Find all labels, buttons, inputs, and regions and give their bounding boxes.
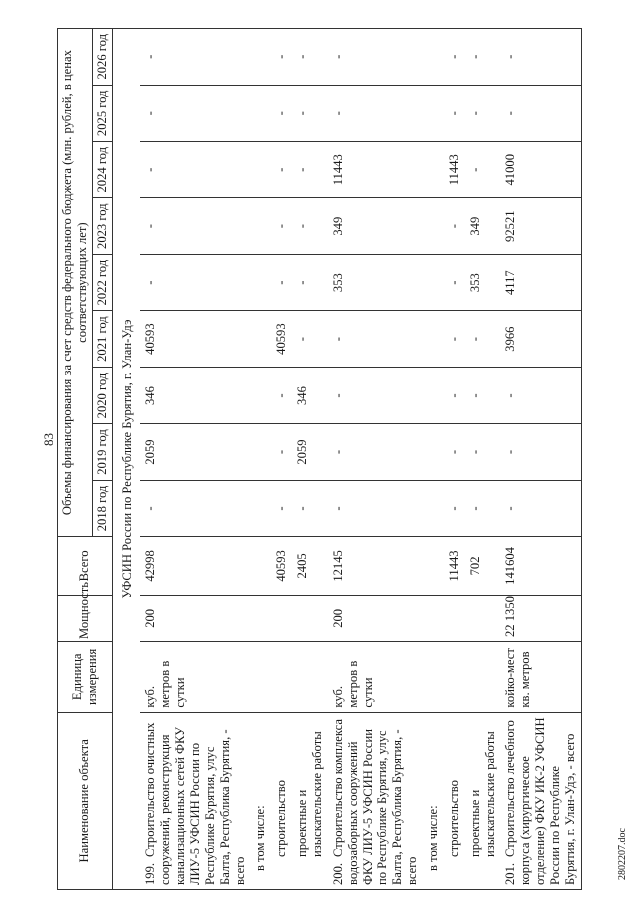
capacity-cell: 22 1350	[500, 595, 581, 641]
year-value-cell	[423, 142, 444, 198]
year-value-cell: -	[271, 367, 292, 423]
year-value-cell: -	[328, 29, 423, 86]
year-value-cell: 92521	[500, 198, 581, 254]
object-name-cell	[328, 712, 423, 889]
year-value-cell: -	[465, 29, 501, 86]
capacity-cell	[271, 595, 292, 641]
capacity-cell: 200	[328, 595, 423, 641]
object-name: строительство	[274, 780, 289, 857]
year-value-cell	[250, 29, 271, 86]
year-value-cell: -	[444, 311, 465, 367]
year-value-cell	[250, 254, 271, 310]
year-value-cell: -	[465, 85, 501, 141]
year-value-cell: 11443	[328, 142, 423, 198]
unit-cell: койко-мест кв. метров	[500, 642, 581, 713]
year-value-cell	[250, 311, 271, 367]
total-cell: 12145	[328, 537, 423, 595]
year-value-cell: -	[465, 311, 501, 367]
year-value-cell: -	[465, 142, 501, 198]
object-name: Строительство комплекса водозаборных сооружений ФКУ ЛИУ-5 УФСИН России по Республике Бурятия, улус Балта, Республика Бурятия, - всего	[330, 718, 420, 885]
table-row	[465, 29, 501, 890]
table-row	[250, 29, 271, 890]
year-value-cell: 346	[292, 367, 328, 423]
object-name: в том числе:	[426, 805, 441, 871]
total-cell: 42998	[140, 537, 250, 595]
unit-cell	[444, 642, 465, 713]
year-value-cell	[423, 29, 444, 86]
year-value-cell: -	[465, 367, 501, 423]
year-value-cell: -	[500, 367, 581, 423]
header-year: 2019 год	[92, 424, 112, 480]
object-name-cell	[444, 712, 465, 889]
year-value-cell: -	[328, 311, 423, 367]
header-year: 2021 год	[92, 311, 112, 367]
header-year: 2024 год	[92, 142, 112, 198]
rotated-table-page	[57, 28, 637, 890]
year-value-cell: 353	[465, 254, 501, 310]
object-name: проектные и изыскательские работы	[467, 731, 497, 857]
year-value-cell	[250, 198, 271, 254]
year-value-cell: -	[292, 85, 328, 141]
year-value-cell: -	[271, 142, 292, 198]
year-value-cell: -	[140, 254, 250, 310]
year-value-cell: -	[465, 424, 501, 480]
year-value-cell	[250, 367, 271, 423]
unit-cell: куб. метров в сутки	[328, 642, 423, 713]
year-value-cell: -	[271, 424, 292, 480]
object-name-cell	[271, 712, 292, 889]
year-value-cell	[423, 367, 444, 423]
year-value-cell: -	[444, 198, 465, 254]
funding-table	[57, 28, 582, 890]
unit-cell	[250, 642, 271, 713]
year-value-cell: -	[271, 480, 292, 536]
year-value-cell: 2059	[140, 424, 250, 480]
unit-cell	[292, 642, 328, 713]
year-value-cell: 11443	[444, 142, 465, 198]
year-value-cell: -	[328, 480, 423, 536]
year-value-cell: -	[292, 254, 328, 310]
object-name-cell	[423, 712, 444, 889]
header-year: 2022 год	[92, 254, 112, 310]
total-cell: 2405	[292, 537, 328, 595]
year-value-cell	[423, 85, 444, 141]
year-value-cell: -	[140, 29, 250, 86]
year-value-cell: 353	[328, 254, 423, 310]
total-cell: 40593	[271, 537, 292, 595]
year-value-cell: -	[271, 29, 292, 86]
year-value-cell: -	[444, 367, 465, 423]
object-name-cell	[140, 712, 250, 889]
object-name: строительство	[446, 780, 461, 857]
year-value-cell: 3966	[500, 311, 581, 367]
header-total: Всего	[58, 537, 113, 595]
header-year: 2023 год	[92, 198, 112, 254]
year-value-cell: -	[140, 142, 250, 198]
year-value-cell: 40593	[271, 311, 292, 367]
object-name: Строительство лечебного корпуса (хирургическое отделение) ФКУ ИК-2 УФСИН России по Республике Бурятия, г. Улан-Удэ, - всего	[503, 717, 577, 885]
year-value-cell	[423, 254, 444, 310]
year-value-cell: 349	[465, 198, 501, 254]
table-row	[423, 29, 444, 890]
year-value-cell: -	[444, 85, 465, 141]
year-value-cell: -	[140, 198, 250, 254]
year-value-cell: -	[292, 311, 328, 367]
year-value-cell: -	[500, 424, 581, 480]
year-value-cell	[250, 480, 271, 536]
object-name-cell	[250, 712, 271, 889]
year-value-cell: -	[500, 85, 581, 141]
year-value-cell: -	[444, 29, 465, 86]
year-value-cell: -	[328, 424, 423, 480]
header-unit: Единица измерения	[58, 642, 113, 713]
header-capacity: Мощность	[58, 595, 113, 641]
capacity-cell	[250, 595, 271, 641]
table-row	[444, 29, 465, 890]
unit-cell: куб. метров в сутки	[140, 642, 250, 713]
total-cell: 702	[465, 537, 501, 595]
object-name: в том числе:	[253, 805, 268, 871]
year-value-cell: -	[271, 85, 292, 141]
header-year: 2026 год	[92, 29, 112, 86]
object-name-cell	[465, 712, 501, 889]
region-heading: УФСИН России по Республике Бурятия, г. Улан-Удэ	[112, 29, 140, 890]
table-row	[140, 29, 250, 890]
object-name: Строительство очистных сооружений, реконструкция канализационных сетей ФКУ ЛИУ-5 УФСИН России по Республике Бурятия, улус Балта, Республика Бурятия, - всего	[143, 722, 247, 885]
unit-cell	[271, 642, 292, 713]
header-year: 2025 год	[92, 85, 112, 141]
year-value-cell: 349	[328, 198, 423, 254]
year-value-cell: -	[292, 29, 328, 86]
unit-cell	[465, 642, 501, 713]
unit-cell	[423, 642, 444, 713]
year-value-cell: -	[500, 480, 581, 536]
table-row	[271, 29, 292, 890]
year-value-cell: 40593	[140, 311, 250, 367]
year-value-cell	[423, 311, 444, 367]
year-value-cell	[250, 85, 271, 141]
footer-filename: 2802207.doc	[617, 828, 628, 880]
year-value-cell	[250, 142, 271, 198]
year-value-cell: -	[444, 424, 465, 480]
capacity-cell	[444, 595, 465, 641]
year-value-cell	[423, 424, 444, 480]
year-value-cell: -	[140, 480, 250, 536]
year-value-cell: 41000	[500, 142, 581, 198]
year-value-cell	[250, 424, 271, 480]
header-name: Наименование объекта	[58, 712, 113, 889]
year-value-cell: 2059	[292, 424, 328, 480]
table-row	[292, 29, 328, 890]
total-cell: 11443	[444, 537, 465, 595]
total-cell	[250, 537, 271, 595]
year-value-cell: -	[271, 254, 292, 310]
year-value-cell: -	[328, 85, 423, 141]
capacity-cell	[423, 595, 444, 641]
capacity-cell	[465, 595, 501, 641]
row-number: 200.	[330, 862, 345, 885]
year-value-cell: -	[444, 480, 465, 536]
year-value-cell	[423, 480, 444, 536]
header-year: 2020 год	[92, 367, 112, 423]
year-value-cell	[423, 198, 444, 254]
year-value-cell: -	[465, 480, 501, 536]
object-name: проектные и изыскательские работы	[295, 731, 325, 857]
total-cell	[423, 537, 444, 595]
object-name-cell	[292, 712, 328, 889]
object-name-cell	[500, 712, 581, 889]
year-value-cell: -	[292, 198, 328, 254]
row-number: 201.	[503, 862, 518, 885]
page-number: 83	[41, 433, 56, 446]
year-value-cell: -	[140, 85, 250, 141]
capacity-cell: 200	[140, 595, 250, 641]
year-value-cell: -	[271, 198, 292, 254]
header-year: 2018 год	[92, 480, 112, 536]
year-value-cell: 4117	[500, 254, 581, 310]
year-value-cell: -	[292, 142, 328, 198]
table-row	[500, 29, 581, 890]
total-cell: 141604	[500, 537, 581, 595]
capacity-cell	[292, 595, 328, 641]
year-value-cell: -	[444, 254, 465, 310]
year-value-cell: -	[328, 367, 423, 423]
year-value-cell: -	[500, 29, 581, 86]
table-row	[328, 29, 423, 890]
row-number: 199.	[143, 862, 158, 885]
header-funding: Объемы финансирования за счет средств федерального бюджета (млн. рублей, в ценах соответствующих лет)	[58, 29, 93, 537]
year-value-cell: -	[292, 480, 328, 536]
year-value-cell: 346	[140, 367, 250, 423]
